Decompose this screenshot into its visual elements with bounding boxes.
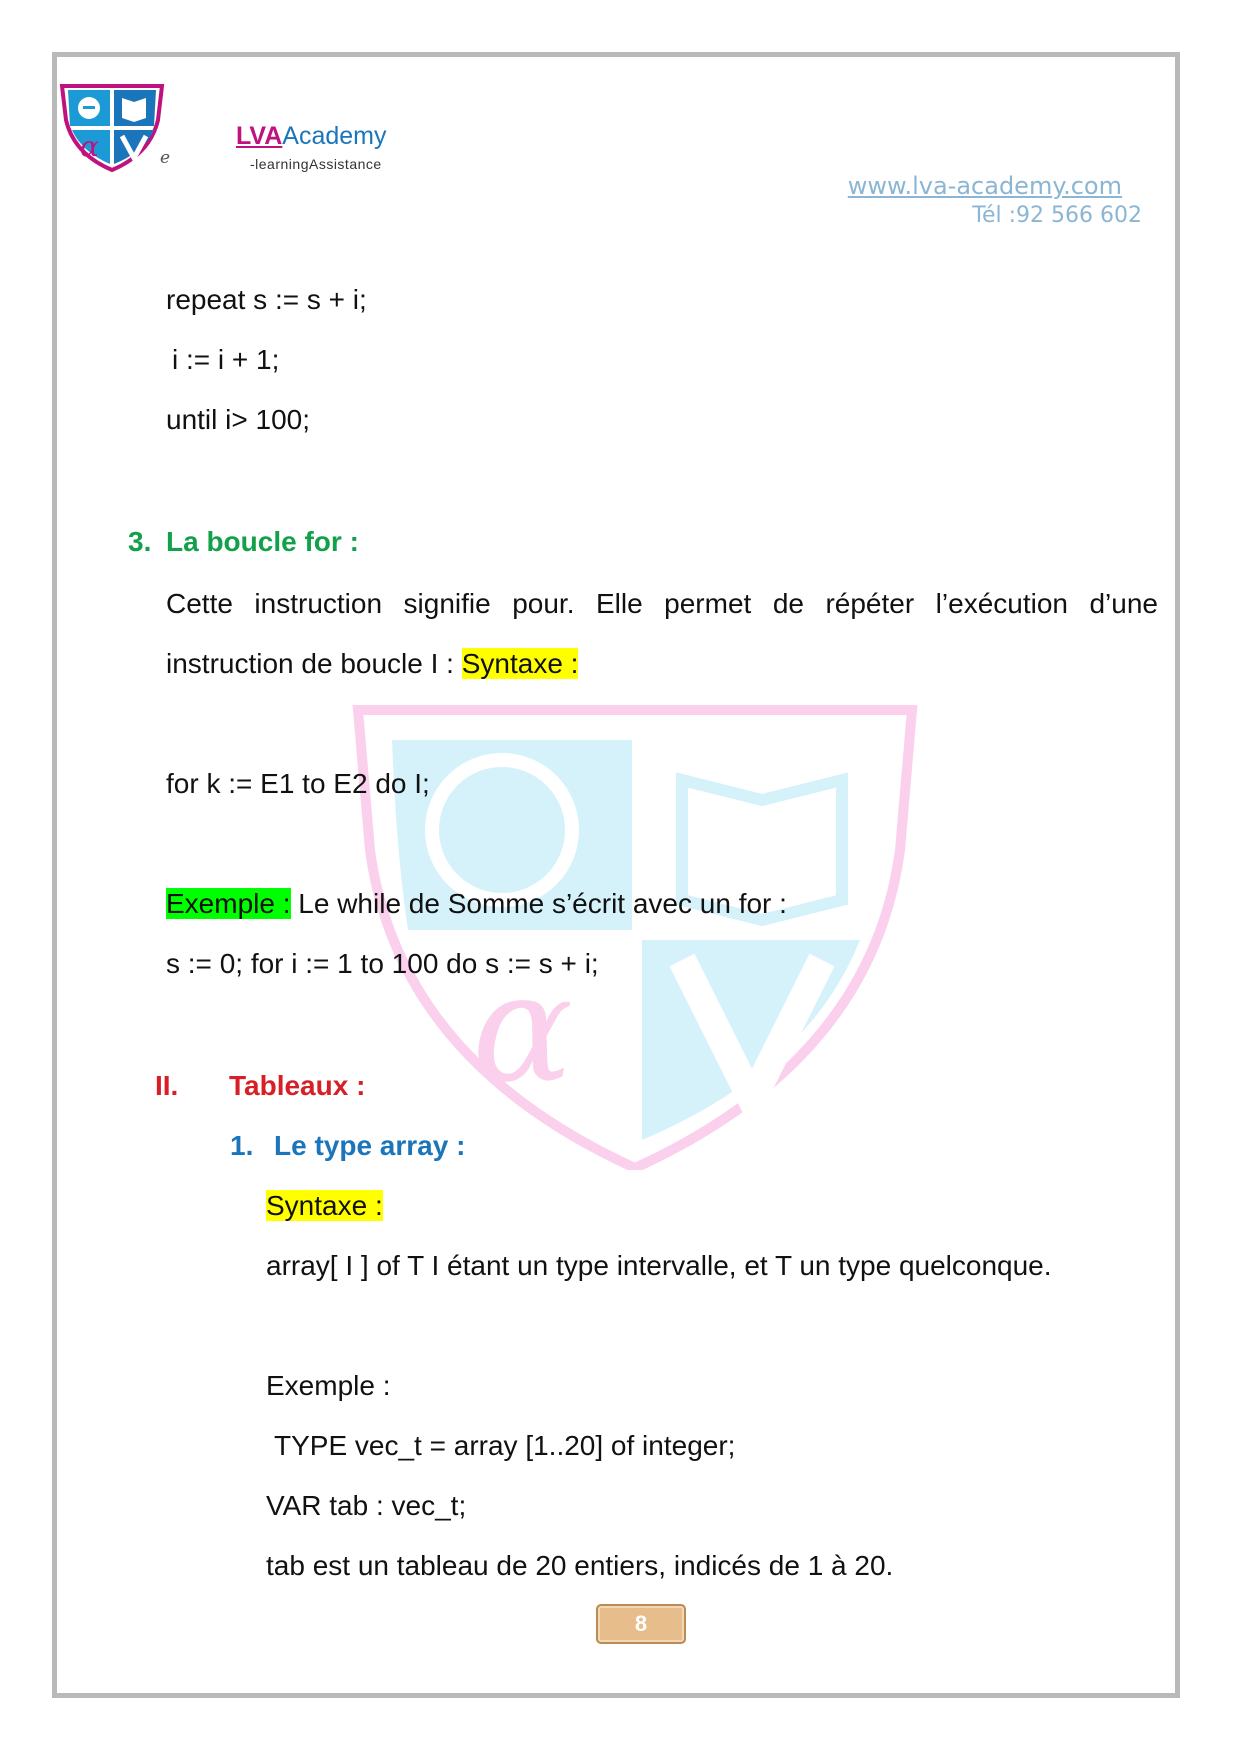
website-link[interactable]: www.lva-academy.com [847, 172, 1122, 200]
example-text-for: Le while de Somme s’écrit avec un for : [290, 888, 787, 919]
example-array-line-3: tab est un tableau de 20 entiers, indicés de 1 à 20. [266, 1550, 894, 1581]
subsection-array-number: 1. [230, 1130, 254, 1161]
brand-lva: LVA [236, 122, 283, 150]
academy-logo-icon [58, 80, 166, 172]
code-repeat-line-3: until i> 100; [166, 404, 310, 435]
example-label-for: Exemple : [166, 888, 291, 919]
paragraph-line-2-text: instruction de boucle I : [166, 648, 462, 679]
syntax-label-array [266, 1190, 383, 1222]
section-tableaux-title: Tableaux : [229, 1070, 366, 1101]
brand-e-letter: e [160, 148, 171, 168]
section-for-paragraph-line-2 [166, 648, 578, 680]
example-for [166, 888, 787, 920]
brand-name [236, 122, 387, 151]
section-for-title: La boucle for : [166, 526, 359, 557]
brand-academy: Academy [282, 122, 387, 150]
example-label-array: Exemple : [266, 1370, 391, 1401]
watermark-shield-icon [352, 700, 918, 1170]
syntax-code-for: for k := E1 to E2 do I; [166, 768, 430, 799]
section-for-paragraph-line-1: Cette instruction signifie pour. Elle permet de répéter l’exécution d’une [166, 588, 1158, 619]
brand-subtitle: -learningAssistance [250, 156, 382, 172]
svg-text:α: α [472, 942, 574, 1116]
svg-text:α: α [80, 130, 99, 163]
example-array-line-2: VAR tab : vec_t; [266, 1490, 467, 1521]
section-tableaux-number: II. [155, 1070, 179, 1101]
syntax-label-for: Syntaxe : [461, 648, 579, 679]
phone-number: Tél :92 566 602 [972, 203, 1142, 228]
code-repeat-line-1: repeat s := s + i; [166, 284, 367, 315]
example-array-line-1: TYPE vec_t = array [1..20] of integer; [274, 1430, 736, 1461]
example-code-for: s := 0; for i := 1 to 100 do s := s + i; [166, 948, 599, 979]
syntax-text-array: array[ I ] of T I étant un type intervalle, et T un type quelconque. [266, 1250, 1052, 1281]
section-for-number: 3. [128, 526, 152, 557]
page-number-badge: 8 [596, 1604, 686, 1644]
code-repeat-line-2: i := i + 1; [172, 344, 280, 375]
syntax-label-array-text: Syntaxe : [266, 1190, 383, 1221]
subsection-array-title: Le type array : [274, 1130, 466, 1161]
